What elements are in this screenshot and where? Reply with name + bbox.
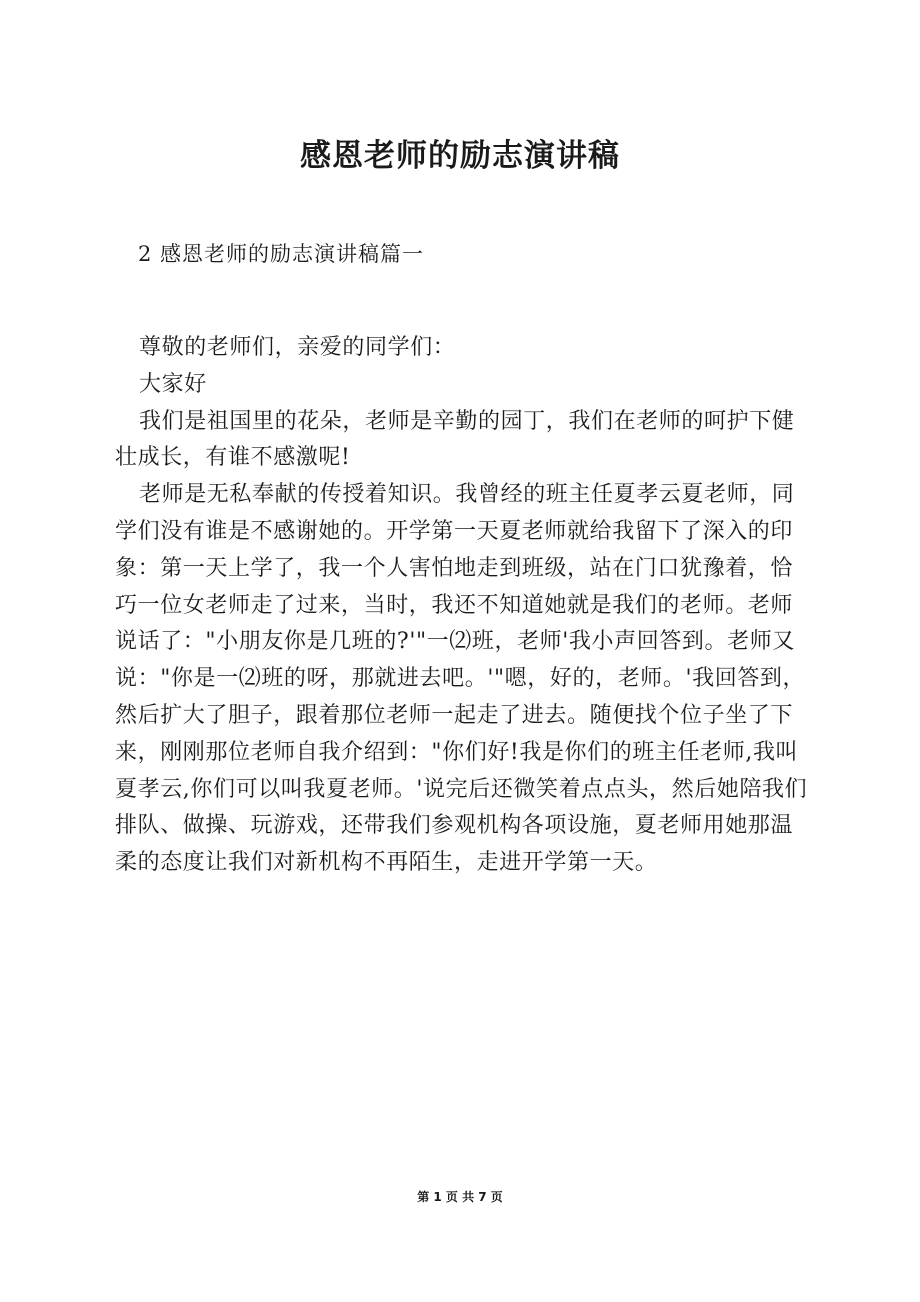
- document-body: [115, 330, 815, 882]
- document-title: 感恩老师的励志演讲稿: [300, 138, 620, 174]
- body-paragraph: 我们是祖国里的花朵，老师是辛勤的园丁，我们在老师的呵护下健壮成长，有谁不感激呢!: [115, 408, 795, 471]
- greeting-paragraph: 大家好: [139, 371, 207, 397]
- body-paragraph: 老师是无私奉献的传授着知识。我曾经的班主任夏孝云夏老师，同学们没有谁是不感谢她的。开学第一天夏老师就给我留下了深入的印象：第一天上学了，我一个人害怕地走到班级，站在门口犹豫着，恰巧一位女老师走了过来，当时，我还不知道她就是我们的老师。老师说话了："小朋友你是几班的?'"一⑵班，老师'我小声回答到。老师又说："你是一⑵班的呀，那就进去吧。'"嗯，好的，老师。'我回答到，然后扩大了胆子，跟着那位老师一起走了进去。随便找个位子坐了下来，刚刚那位老师自我介绍到："你们好!我是你们的班主任老师,我叫夏孝云,你们可以叫我夏老师。'说完后还微笑着点点头，然后她陪我们排队、做操、玩游戏，还带我们参观机构各项设施，夏老师用她那温柔的态度让我们对新机构不再陌生，走进开学第一天。: [115, 482, 808, 876]
- page-number-footer: 第 1 页 共 7 页: [417, 1190, 503, 1204]
- section-heading: 2 感恩老师的励志演讲稿篇一: [138, 242, 425, 266]
- salutation-paragraph: 尊敬的老师们，亲爱的同学们：: [139, 335, 456, 360]
